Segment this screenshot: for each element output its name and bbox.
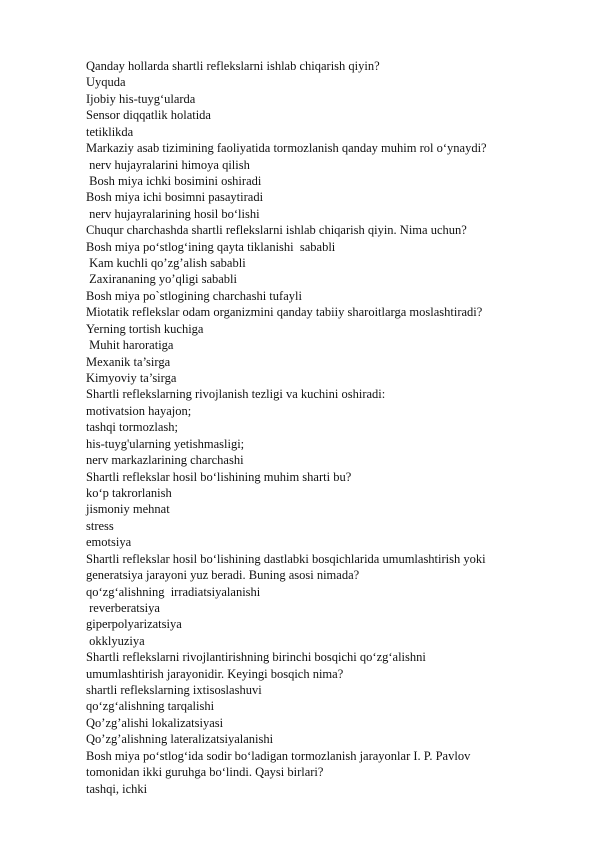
answer-option: Muhit haroratiga	[86, 338, 174, 353]
question-text: Shartli reflekslarni rivojlantirishning birinchi bosqichi qo‘zg‘alishni	[86, 650, 426, 665]
question-text: Qanday hollarda shartli reflekslarni ishlab chiqarish qiyin?	[86, 59, 380, 73]
question-text: Shartli reflekslar hosil bo‘lishining muhim sharti bu?	[86, 469, 352, 484]
answer-option: tashqi, ichki	[86, 781, 148, 796]
answer-option: Qo’zg’alishning lateralizatsiyalanishi	[86, 732, 274, 747]
answer-option: ko‘p takrorlanish	[86, 485, 172, 500]
answer-option: nerv hujayralarini himoya qilish	[86, 157, 250, 172]
answer-option: Yerning tortish kuchiga	[86, 321, 204, 336]
answer-option: emotsiya	[86, 535, 132, 550]
question-text: Shartli reflekslarning rivojlanish tezligi va kuchini oshiradi:	[86, 387, 386, 402]
document-body	[86, 58, 556, 797]
answer-option: his-tuyg'ularning yetishmasligi;	[86, 436, 245, 451]
answer-option: nerv markazlarining charchashi	[86, 453, 244, 468]
answer-option: motivatsion hayajon;	[86, 403, 192, 418]
answer-option: Kimyoviy ta’sirga	[86, 371, 177, 386]
question-text: Bosh miya po‘stlog‘ida sodir bo‘ladigan tormozlanish jarayonlar I. P. Pavlov	[86, 748, 471, 763]
answer-option: giperpolyarizatsiya	[86, 617, 182, 632]
question-text: Shartli reflekslar hosil bo‘lishining dastlabki bosqichlarida umumlashtirish yoki	[86, 551, 486, 566]
answer-option: shartli reflekslarning ixtisoslashuvi	[86, 683, 262, 698]
answer-option: okklyuziya	[86, 633, 145, 648]
question-text-continued: tomonidan ikki guruhga bo‘lindi. Qaysi birlari?	[86, 765, 324, 780]
answer-option: qo‘zg‘alishning irradiatsiyalanishi	[86, 584, 261, 599]
answer-option: tetiklikda	[86, 124, 134, 139]
question-text: Miotatik reflekslar odam organizmini qanday tabiiy sharoitlarga moslashtiradi?	[86, 305, 483, 320]
answer-option: stress	[86, 518, 114, 533]
answer-option: reverberatsiya	[86, 600, 160, 615]
answer-option: Bosh miya po‘stlog‘ining qayta tiklanishi sababli	[86, 239, 336, 254]
answer-option: qo‘zg‘alishning tarqalishi	[86, 699, 215, 714]
answer-option: Sensor diqqatlik holatida	[86, 108, 211, 123]
answer-option: jismoniy mehnat	[86, 502, 170, 517]
answer-option: Mexanik ta’sirga	[86, 354, 171, 369]
answer-option: Ijobiy his-tuyg‘ularda	[86, 91, 196, 106]
answer-option: nerv hujayralarining hosil bo‘lishi	[86, 206, 260, 221]
question-text-continued: generatsiya jarayoni yuz beradi. Buning asosi nimada?	[86, 568, 360, 583]
answer-option: Uyquda	[86, 75, 126, 90]
answer-option: Bosh miya ichki bosimini oshiradi	[86, 173, 262, 188]
answer-option: Bosh miya po`stlogining charchashi tufayli	[86, 288, 302, 303]
answer-option: Bosh miya ichi bosimni pasaytiradi	[86, 190, 264, 205]
answer-option: Qo’zg’alishi lokalizatsiyasi	[86, 715, 224, 730]
answer-option: Zaxirananing yo’qligi sababli	[86, 272, 238, 287]
question-text-continued: umumlashtirish jarayonidir. Keyingi bosqich nima?	[86, 666, 344, 681]
question-text: Markaziy asab tizimining faoliyatida tormozlanish qanday muhim rol o‘ynaydi?	[86, 141, 487, 156]
answer-option: tashqi tormozlash;	[86, 420, 178, 435]
question-text: Chuqur charchashda shartli reflekslarni ishlab chiqarish qiyin. Nima uchun?	[86, 223, 467, 238]
answer-option: Kam kuchli qo’zg’alish sababli	[86, 256, 246, 271]
